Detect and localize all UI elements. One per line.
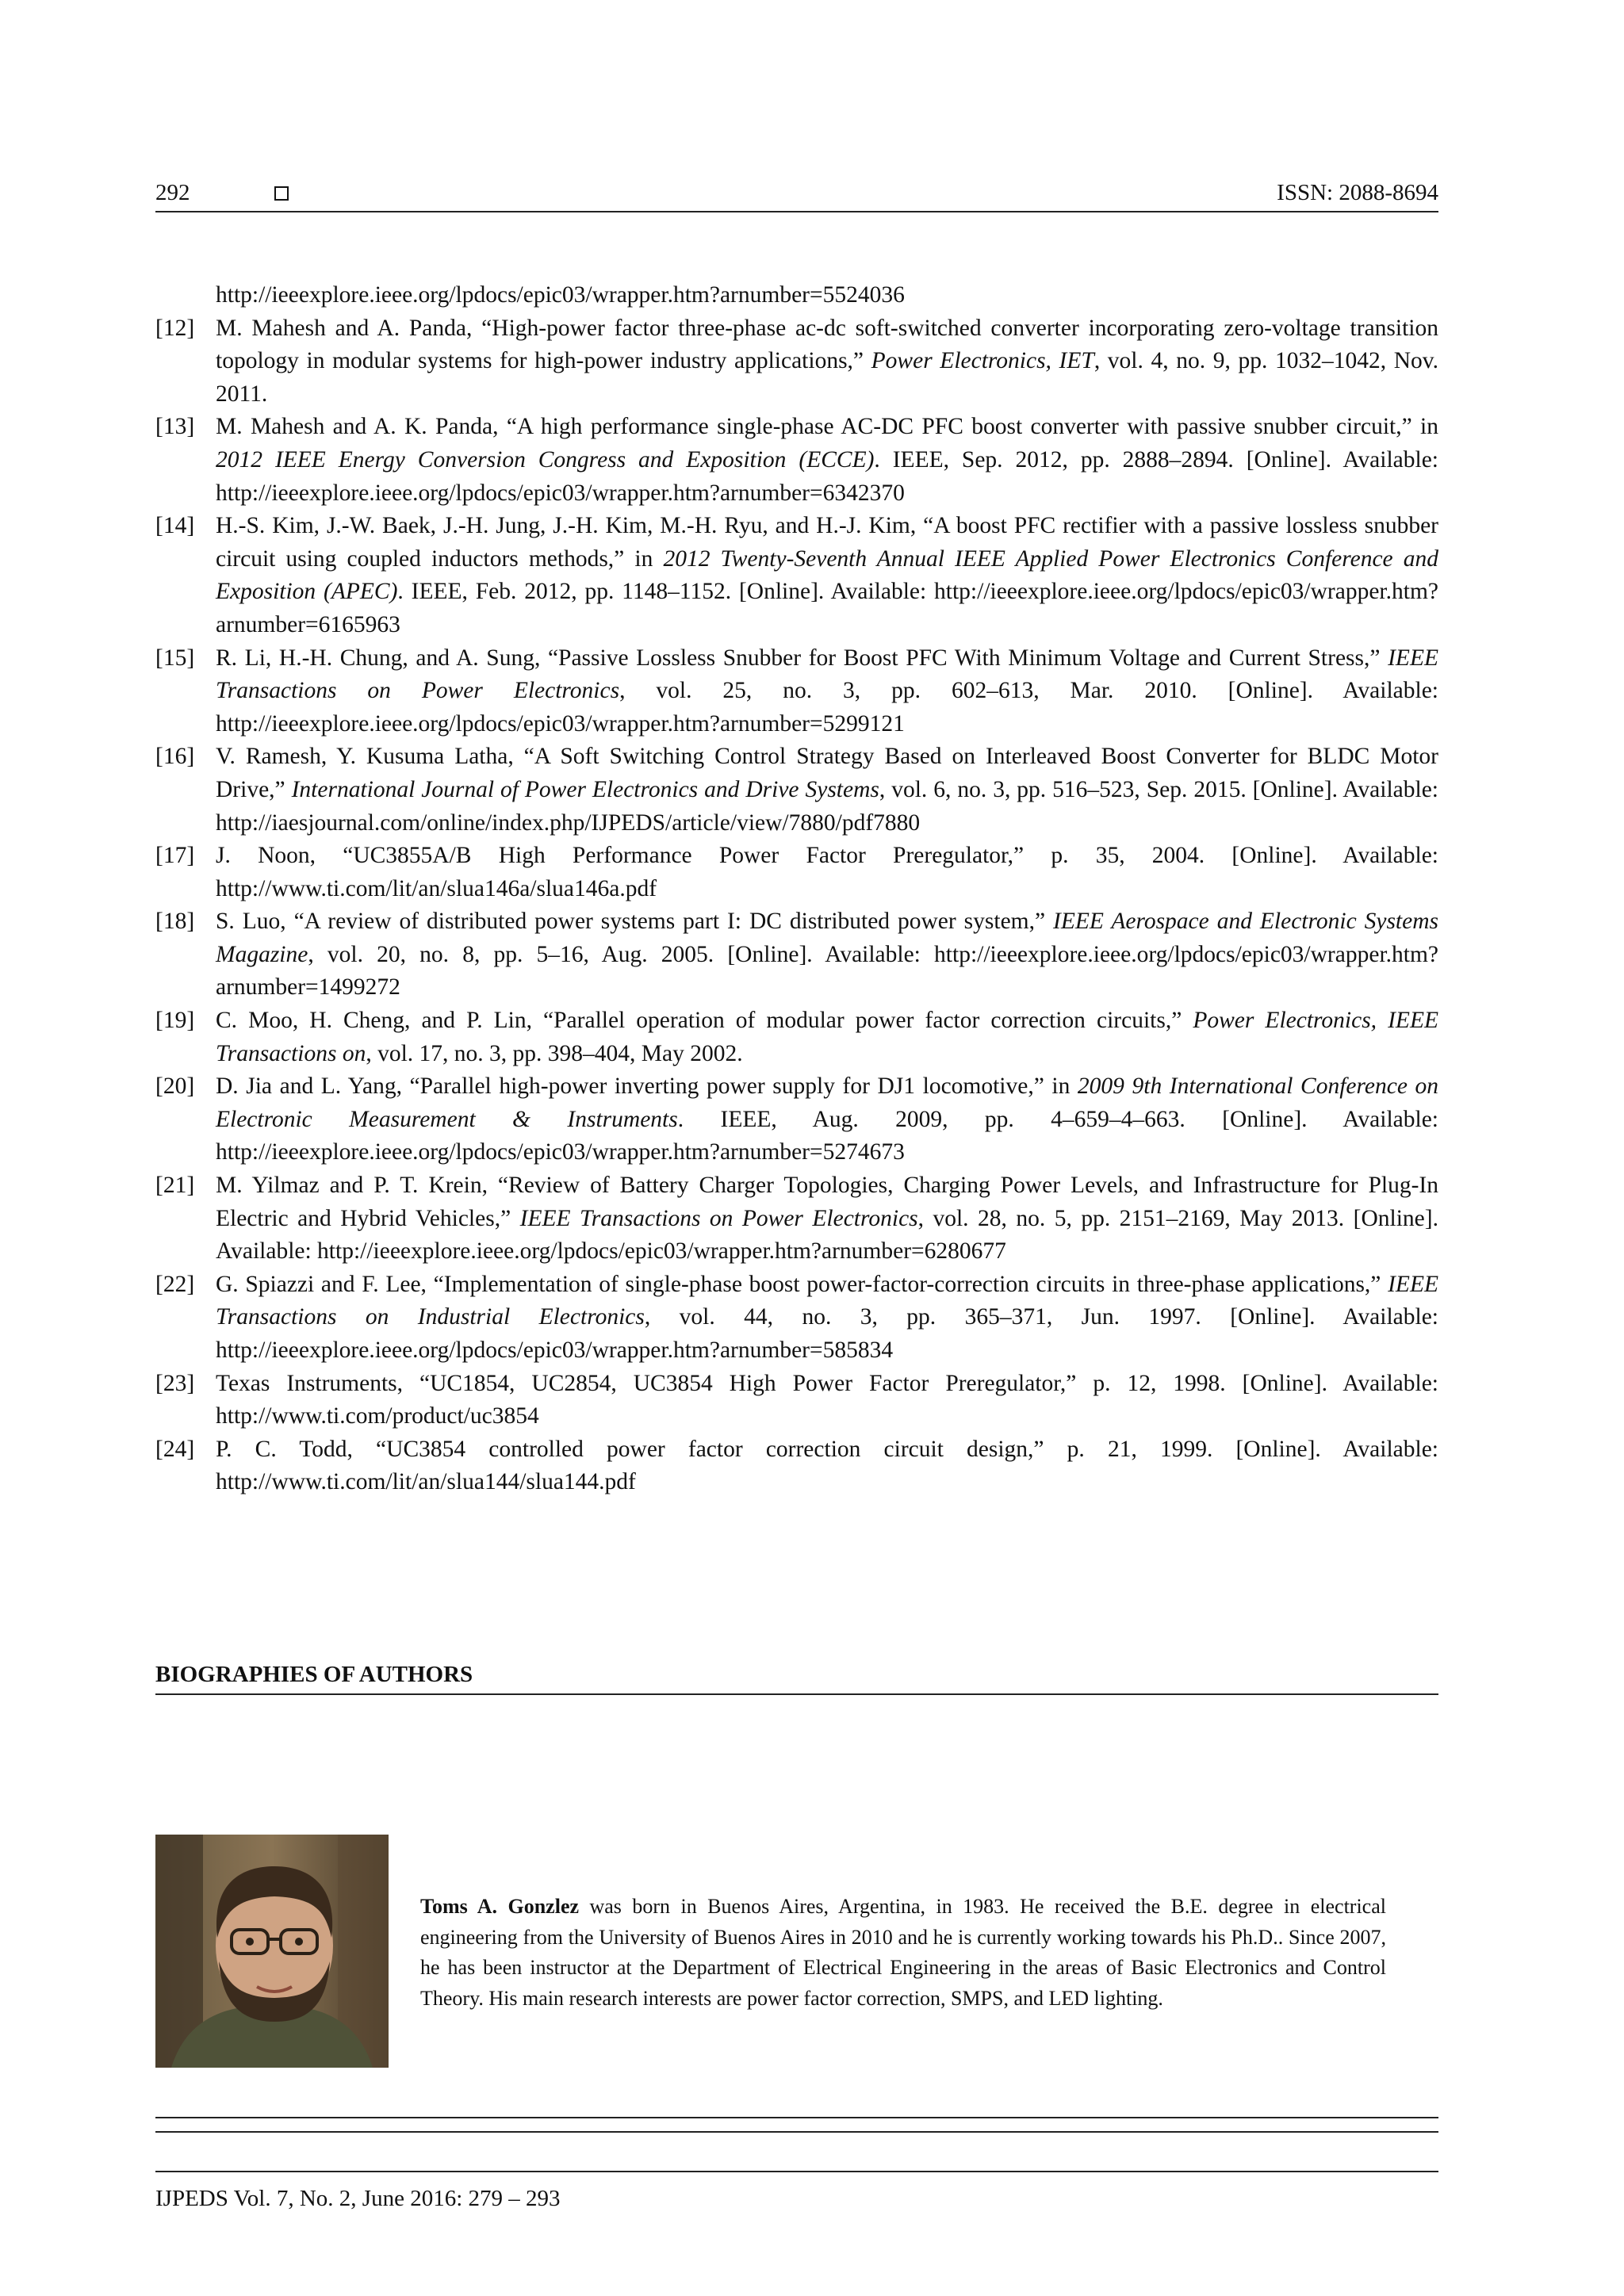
reference-authors-title: M. Yilmaz and P. T. Krein, “Review of Battery Charger Topologies, Charging Power Levels, and Infrastructure for Plug-In Electric and Hybrid Vehicles,” [216,1173,1438,1231]
reference-venue: IEEE Transactions on Power Electronics [216,645,1438,704]
reference-text [216,840,1438,905]
reference-venue: 2012 IEEE Energy Conversion Congress and Exposition (ECCE) [216,446,875,473]
author-biography [420,1892,1386,2014]
reference-text [216,411,1438,510]
reference-label: [20] [155,1073,195,1100]
reference-entry [155,642,1438,741]
reference-venue: Power Electronics, IEEE Transactions on [216,1008,1438,1066]
reference-label: [23] [155,1370,195,1396]
reference-label: [22] [155,1271,195,1297]
reference-entry [155,1269,1438,1368]
reference-authors-title: H.-S. Kim, J.-W. Baek, J.-H. Jung, J.-H. Kim, M.-H. Ryu, and H.-J. Kim, “A boost PFC rectifier with a passive lossless snubber circuit using coupled inductors methods,” in [216,513,1438,572]
reference-authors-title: S. Luo, “A review of distributed power systems part I: DC distributed power system,” [216,909,1054,935]
reference-details: , vol. 6, no. 3, pp. 516–523, Sep. 2015. [Online]. Available: http://iaesjournal.com/online/index.php/IJPEDS/article/view/7880/pdf7880 [216,776,1438,836]
header-rule [155,211,1438,212]
reference-authors-title: M. Mahesh and A. K. Panda, “A high performance single-phase AC-DC PFC boost converter with passive snubber circuit,” in [216,414,1438,440]
reference-details: , vol. 44, no. 3, pp. 365–371, Jun. 1997. [Online]. Available: http://ieeexplore.ieee.org/lpdocs/epic03/wrapper.htm?arnumber=585834 [216,1304,1438,1363]
reference-label: [14] [155,513,195,539]
footer-rule [155,2171,1438,2172]
reference-label: [18] [155,909,195,935]
reference-text [216,1004,1438,1070]
reference-text [216,1169,1438,1269]
reference-label: [24] [155,1436,195,1462]
reference-text [216,312,1438,411]
reference-authors-title: R. Li, H.-H. Chung, and A. Sung, “Passive Lossless Snubber for Boost PFC With Minimum Voltage and Current Stress,” [216,645,1388,671]
reference-entry [155,510,1438,641]
biographies-rule [155,1693,1438,1695]
reference-details: , vol. 20, no. 8, pp. 5–16, Aug. 2005. [Online]. Available: http://ieeexplore.ieee.org/lpdocs/epic03/wrapper.htm?arnumber=1499272 [216,941,1438,1001]
biographies-heading: BIOGRAPHIES OF AUTHORS [155,1662,473,1687]
reference-authors-title: D. Jia and L. Yang, “Parallel high-power inverting power supply for DJ1 locomotive,” in [216,1073,1078,1100]
reference-details: . IEEE, Aug. 2009, pp. 4–659–4–663. [Online]. Available: http://ieeexplore.ieee.org/lpdocs/epic03/wrapper.htm?arnumber=5274673 [216,1106,1438,1165]
page-header [155,178,1438,209]
reference-entry [155,1368,1438,1433]
reference-authors-title: C. Moo, H. Cheng, and P. Lin, “Parallel operation of modular power factor correction circuits,” [216,1008,1193,1034]
reference-venue: Power Electronics, IET [871,348,1094,374]
reference-label: [16] [155,744,195,770]
author-name: Toms A. Gonzlez [420,1895,580,1918]
reference-venue: IEEE Transactions on Power Electronics [519,1205,918,1231]
reference-authors-title: M. Mahesh and A. Panda, “High-power factor three-phase ac-dc soft-switched converter incorporating zero-voltage transition topology in modular systems for high-power industry applications,” [216,315,1438,374]
reference-label: [19] [155,1008,195,1034]
reference-text [216,1070,1438,1169]
reference-entry [155,1070,1438,1169]
reference-authors-title: G. Spiazzi and F. Lee, “Implementation of single-phase boost power-factor-correction circuits in three-phase applications,” [216,1271,1388,1297]
reference-authors-title: Texas Instruments, “UC1854, UC2854, UC3854 High Power Factor Preregulator,” p. 12, 1998. [Online]. Available: http://www.ti.com/product/uc3854 [216,1370,1438,1429]
reference-authors-title: P. C. Todd, “UC3854 controlled power factor correction circuit design,” p. 21, 1999. [Online]. Available: http://www.ti.com/lit/an/slua144/slua144.pdf [216,1436,1438,1495]
page-number: 292 [155,180,190,205]
reference-items [155,312,1438,1499]
reference-11-continuation: http://ieeexplore.ieee.org/lpdocs/epic03/wrapper.htm?arnumber=5524036 [216,282,905,308]
reference-entry [155,905,1438,1004]
reference-text [216,1368,1438,1433]
author-bio-text: was born in Buenos Aires, Argentina, in 1983. He received the B.E. degree in electrical engineering from the University of Buenos Aires in 2010 and he is currently working towards his Ph.D.. Since 2007, he has been instructor at the Department of Electrical Engineering in the areas of Basic Electronics and Control Theory. His main research interests are power factor correction, SMPS, and LED lighting. [420,1895,1386,2010]
reference-details: , vol. 17, no. 3, pp. 398–404, May 2002. [366,1040,743,1066]
issn: ISSN: 2088-8694 [1277,180,1438,205]
reference-venue: International Journal of Power Electronics and Drive Systems [291,776,879,802]
reference-text [216,1269,1438,1368]
reference-entry [155,740,1438,840]
reference-details: . IEEE, Feb. 2012, pp. 1148–1152. [Online]. Available: http://ieeexplore.ieee.org/lpdocs/epic03/wrapper.htm?arnumber=6165963 [216,579,1438,637]
reference-details: , vol. 4, no. 9, pp. 1032–1042, Nov. 2011. [216,348,1439,407]
reference-text [216,1433,1438,1499]
reference-venue: IEEE Transactions on Industrial Electronics [216,1271,1438,1330]
reference-text [216,510,1438,641]
reference-details: , vol. 25, no. 3, pp. 602–613, Mar. 2010. [Online]. Available: http://ieeexplore.ieee.org/lpdocs/epic03/wrapper.htm?arnumber=5299121 [216,678,1438,737]
reference-entry [155,1169,1438,1269]
reference-venue: IEEE Aerospace and Electronic Systems Magazine [216,909,1438,967]
reference-label: [12] [155,315,195,341]
reference-entry [155,312,1438,411]
reference-authors-title: J. Noon, “UC3855A/B High Performance Power Factor Preregulator,” p. 35, 2004. [Online]. Available: http://www.ti.com/lit/an/slua146a/slua146a.pdf [216,843,1438,901]
reference-venue: 2012 Twenty-Seventh Annual IEEE Applied Power Electronics Conference and Exposition (APEC) [216,545,1439,605]
reference-text [216,740,1438,840]
box-symbol-icon [274,186,289,201]
footer-citation: IJPEDS Vol. 7, No. 2, June 2016: 279 – 293 [155,2186,561,2211]
reference-label: [17] [155,843,195,869]
reference-details: , vol. 28, no. 5, pp. 2151–2169, May 2013. [Online]. Available: http://ieeexplore.ieee.org/lpdocs/epic03/wrapper.htm?arnumber=6280677 [216,1205,1438,1265]
reference-details: . IEEE, Sep. 2012, pp. 2888–2894. [Online]. Available: http://ieeexplore.ieee.org/lpdocs/epic03/wrapper.htm?arnumber=6342370 [216,446,1438,506]
bio-end-rule-bottom [155,2131,1438,2133]
reference-entry [155,840,1438,905]
reference-label: [13] [155,414,195,440]
reference-list [155,279,1438,1499]
reference-text [216,905,1438,1004]
reference-authors-title: V. Ramesh, Y. Kusuma Latha, “A Soft Switching Control Strategy Based on Interleaved Boost Converter for BLDC Motor Drive,” [216,744,1438,802]
reference-venue: 2009 9th International Conference on Electronic Measurement & Instruments [216,1073,1438,1132]
reference-entry [155,411,1438,510]
author-photo [155,1835,389,2068]
reference-label: [15] [155,645,195,671]
bio-end-rule-top [155,2117,1438,2118]
reference-entry [155,1004,1438,1070]
reference-text [216,642,1438,741]
reference-entry [155,1433,1438,1499]
reference-label: [21] [155,1173,195,1199]
